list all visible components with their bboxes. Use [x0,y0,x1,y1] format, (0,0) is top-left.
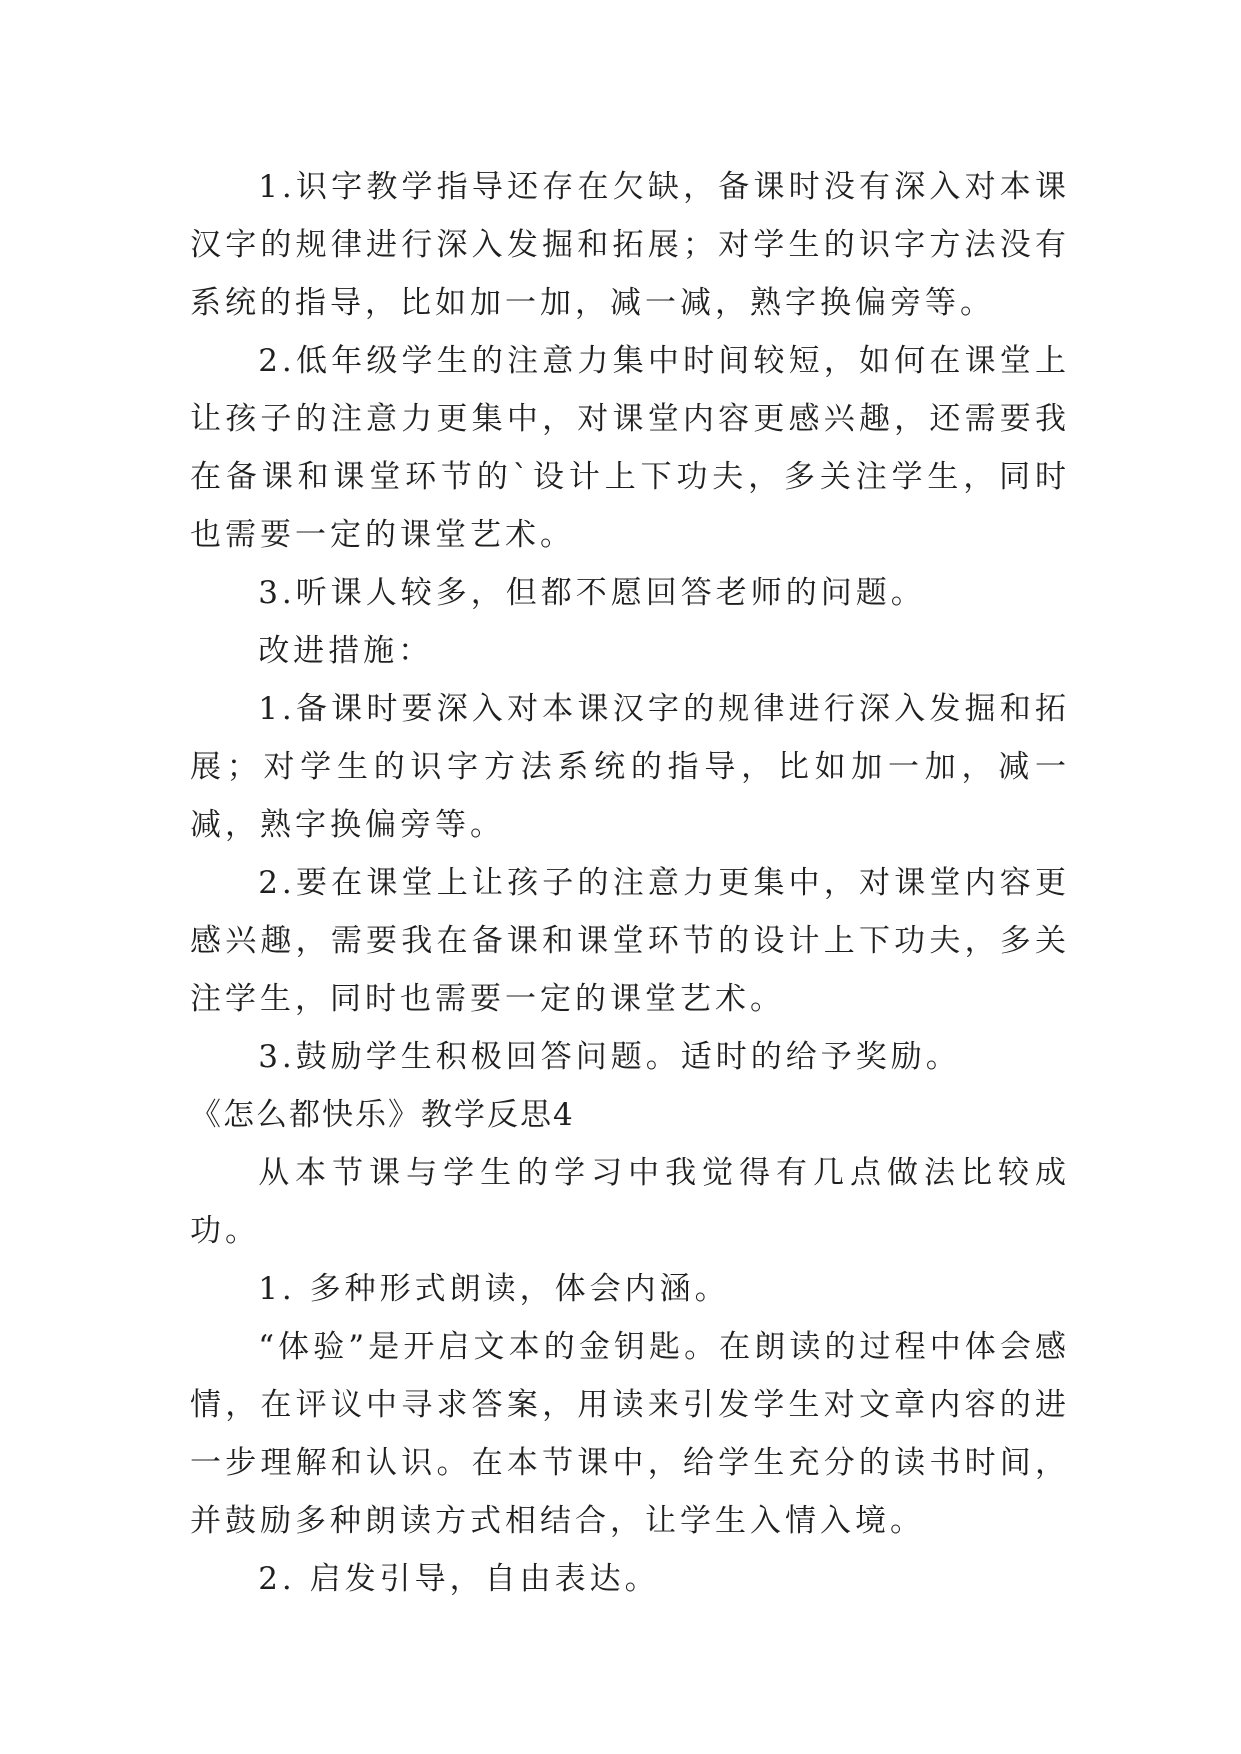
section-heading: 《怎么都快乐》教学反思4 [190,1097,575,1133]
paragraph-problem-1: 1.识字教学指导还存在欠缺，备课时没有深入对本课汉字的规律进行深入发掘和拓展；对学生的识字方法没有系统的指导，比如加一加，减一减，熟字换偏旁等。 [190,169,1070,321]
paragraph-point-1: 1. 多种形式朗读，体会内涵。 [258,1271,730,1307]
paragraph-intro: 从本节课与学生的学习中我觉得有几点做法比较成功。 [190,1155,1070,1249]
paragraph-improvement-3: 3.鼓励学生积极回答问题。适时的给予奖励。 [258,1039,961,1075]
paragraph-improvement-2: 2.要在课堂上让孩子的注意力更集中，对课堂内容更感兴趣，需要我在备课和课堂环节的设计上下功夫，多关注学生，同时也需要一定的课堂艺术。 [190,865,1070,1017]
paragraph-problem-3: 3.听课人较多，但都不愿回答老师的问题。 [258,575,926,611]
paragraph-improvement-1: 1.备课时要深入对本课汉字的规律进行深入发掘和拓展；对学生的识字方法系统的指导，比如加一加，减一减，熟字换偏旁等。 [190,691,1070,843]
document-body [190,158,1070,1608]
paragraph-point-2: 2. 启发引导，自由表达。 [258,1561,660,1597]
paragraph-point-1-detail: “体验”是开启文本的金钥匙。在朗读的过程中体会感情，在评议中寻求答案，用读来引发学生对文章内容的进一步理解和认识。在本节课中，给学生充分的读书时间，并鼓励多种朗读方式相结合，让学生入情入境。 [190,1329,1070,1539]
paragraph-improvement-title: 改进措施： [258,633,434,669]
paragraph-problem-2: 2.低年级学生的注意力集中时间较短，如何在课堂上让孩子的注意力更集中，对课堂内容更感兴趣，还需要我在备课和课堂环节的`设计上下功夫，多关注学生，同时也需要一定的课堂艺术。 [190,343,1070,553]
